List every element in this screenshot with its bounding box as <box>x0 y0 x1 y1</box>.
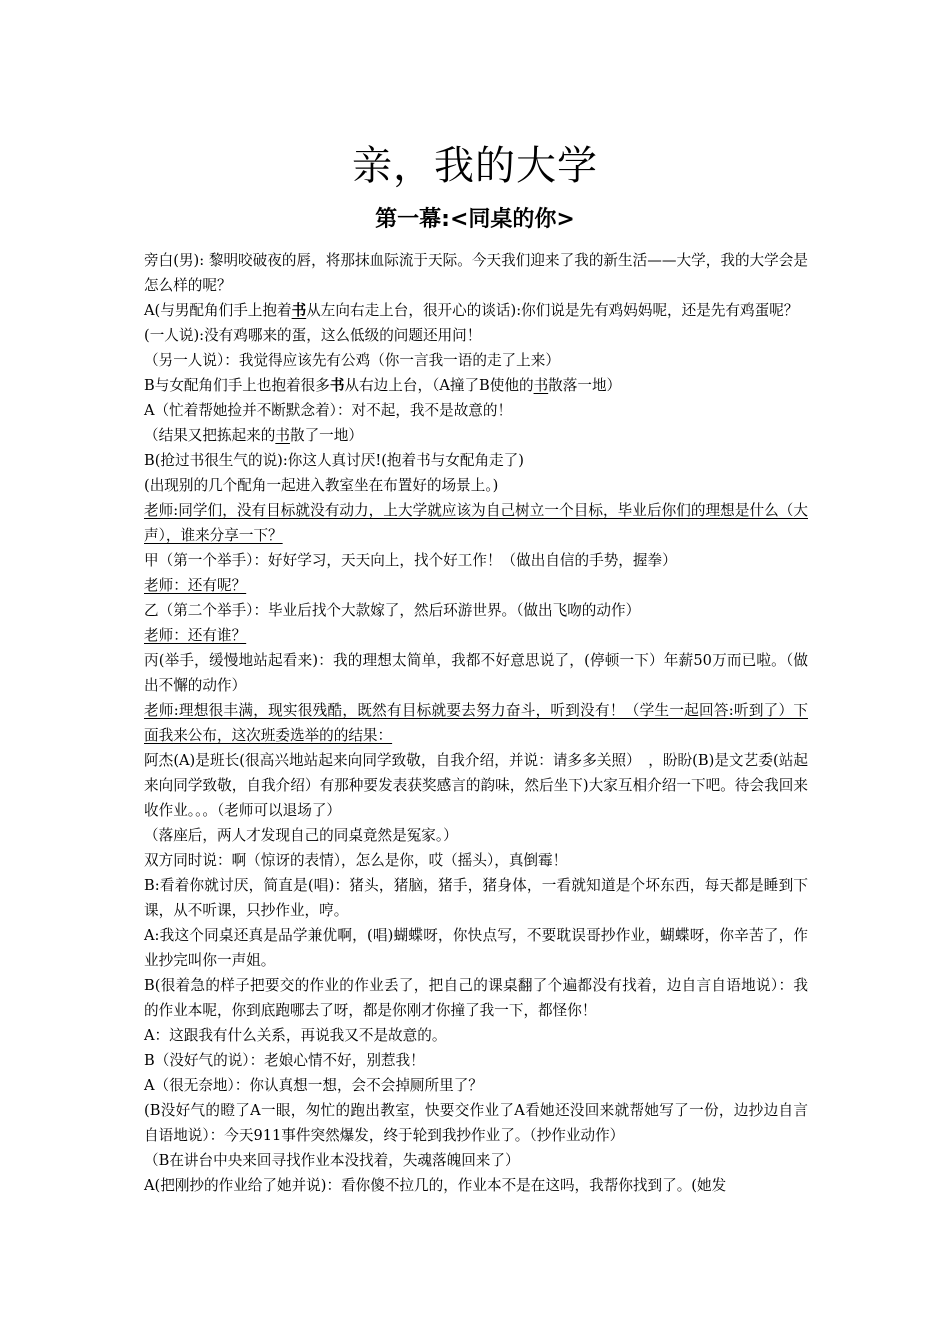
script-line-text: (B没好气的瞪了A一眼，匆忙的跑出教室，快要交作业了A看她还没回来就帮她写了一份，边抄边自言自语地说）：今天911事件突然爆发，终于轮到我抄作业了。（抄作业动作） <box>144 1102 808 1144</box>
script-line <box>144 498 808 548</box>
script-line-text: 乙（第二个举手）：毕业后找个大款嫁了，然后环游世界。（做出飞吻的动作） <box>144 602 641 619</box>
script-line <box>144 423 808 448</box>
script-line-text: A:我这个同桌还真是品学兼优啊，(唱)蝴蝶呀，你快点写，不要耽误哥抄作业，蝴蝶呀，你辛苦了，作业抄完叫你一声姐。 <box>144 927 808 969</box>
script-line-text: 老师:同学们，没有目标就没有动力，上大学就应该为自己树立一个目标，毕业后你们的理想是什么（大声），谁来分享一下？ <box>144 502 808 544</box>
script-line-text: （B在讲台中央来回寻找作业本没找着，失魂落魄回来了） <box>144 1152 520 1169</box>
script-line-text: A（很无奈地）：你认真想一想，会不会掉厕所里了？ <box>144 1077 483 1094</box>
script-line <box>144 1173 808 1198</box>
script-line <box>144 973 808 1023</box>
script-line <box>144 748 808 823</box>
script-line <box>144 248 808 298</box>
script-line <box>144 823 808 848</box>
script-line <box>144 1048 808 1073</box>
act-heading: 第一幕:<同桌的你> <box>375 207 575 232</box>
script-line-text: (出现别的几个配角一起进入教室坐在布置好的场景上。) <box>144 477 499 494</box>
script-line <box>144 573 808 598</box>
script-line-text: 老师：还有谁？ <box>144 627 247 644</box>
script-line-text: (一人说):没有鸡哪来的蛋，这么低级的问题还用问！ <box>144 327 482 344</box>
script-line-text: B:看着你就讨厌，简直是(唱)：猪头，猪脑，猪手，猪身体，一看就知道是个坏东西，每天都是睡到下课，从不听课，只抄作业，哼。 <box>144 877 808 919</box>
script-line <box>144 648 808 698</box>
script-line-text: 丙(举手，缓慢地站起看来)：我的理想太简单，我都不好意思说了，(停顿一下）年薪50万而已啦。（做出不懈的动作） <box>144 652 808 694</box>
script-line-text: 书 <box>291 302 307 319</box>
script-line <box>144 323 808 348</box>
script-line <box>144 698 808 748</box>
script-line <box>144 298 808 323</box>
script-line <box>144 548 808 573</box>
script-line-text: 散落一地） <box>548 377 622 394</box>
script-line <box>144 873 808 923</box>
script-line-text: 散了一地） <box>289 427 363 444</box>
script-line-text: 老师:理想很丰满，现实很残酷，既然有目标就要去努力奋斗，听到没有！（学生一起回答:听到了）下面我来公布，这次班委选举的的结果： <box>144 702 808 744</box>
script-line-text: 甲（第一个举手）：好好学习，天天向上，找个好工作！（做出自信的手势，握拳） <box>144 552 677 569</box>
script-line-text: A：这跟我有什么关系，再说我又不是故意的。 <box>144 1027 447 1044</box>
script-line-text: 从左向右走上台，很开心的谈话):你们说是先有鸡妈妈呢，还是先有鸡蛋呢？ <box>306 302 799 319</box>
script-line <box>144 373 808 398</box>
script-line-text: B与女配角们手上也抱着很多 <box>144 377 330 394</box>
script-line <box>144 448 808 473</box>
script-line <box>144 623 808 648</box>
script-line-text: 阿杰(A)是班长(很高兴地站起来向同学致敬，自我介绍，并说：请多多关照） ，盼盼(B)是文艺委(站起来向同学致敬，自我介绍）有那种要发表获奖感言的韵味，然后坐下)大家互相介绍一下吧。待会我回来收作业。。。（老师可以退场了） <box>144 752 808 819</box>
script-line <box>144 1073 808 1098</box>
script-line-text: 书 <box>329 377 345 394</box>
script-line-text: B(抢过书很生气的说):你这人真讨厌!(抱着书与女配角走了) <box>144 452 524 469</box>
script-line-text: 老师：还有呢？ <box>144 577 247 594</box>
script-line-text: （落座后，两人才发现自己的同桌竟然是冤家。） <box>144 827 458 844</box>
script-line-text: A（忙着帮她捡并不断默念着）：对不起，我不是故意的！ <box>144 402 513 419</box>
script-line-text: 书 <box>275 427 290 444</box>
script-line-text: 旁白(男): 黎明咬破夜的唇，将那抹血际流于天际。今天我们迎来了我的新生活——大学，我的大学会是怎么样的呢？ <box>144 252 808 294</box>
script-line <box>144 348 808 373</box>
script-line <box>144 1023 808 1048</box>
document-title: 亲，我的大学 <box>352 143 598 189</box>
script-line <box>144 398 808 423</box>
script-line-text: A(与男配角们手上抱着 <box>144 302 292 319</box>
script-line <box>144 923 808 973</box>
script-line <box>144 598 808 623</box>
script-line <box>144 1098 808 1148</box>
script-line <box>144 1148 808 1173</box>
script-line <box>144 473 808 498</box>
script-line-text: （另一人说）：我觉得应该先有公鸡（你一言我一语的走了上来） <box>144 352 560 369</box>
script-line-text: 书 <box>533 377 549 394</box>
script-line-text: （结果又把拣起来的 <box>144 427 276 444</box>
script-line-text: A(把刚抄的作业给了她并说)：看你傻不拉几的，作业本不是在这吗，我帮你找到了。(她发 <box>144 1177 727 1194</box>
script-body <box>144 248 808 1198</box>
script-line-text: B（没好气的说）：老娘心情不好，别惹我！ <box>144 1052 425 1069</box>
script-line-text: B(很着急的样子把要交的作业的作业丢了，把自己的课桌翻了个遍都没有找着，边自言自语地说）：我的作业本呢，你到底跑哪去了呀，都是你刚才你撞了我一下，都怪你！ <box>144 977 808 1019</box>
script-line-text: 双方同时说：啊（惊讶的表情），怎么是你，哎（摇头），真倒霉！ <box>144 852 568 869</box>
script-line-text: 从右边上台，（A撞了B使他的 <box>344 377 534 394</box>
script-line <box>144 848 808 873</box>
